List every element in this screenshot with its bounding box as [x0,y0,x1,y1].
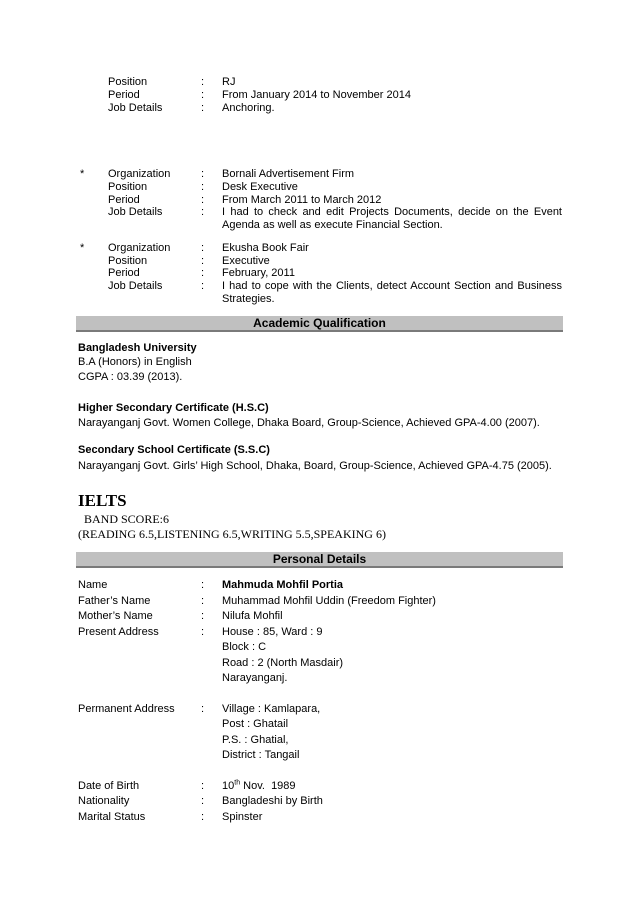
job2-organization-row [0,168,638,181]
field-label: Job Details [108,280,163,292]
colon: : [201,181,205,193]
field-value: Muhammad Mohfil Uddin (Freedom Fighter) [222,595,436,607]
ielts-breakdown: (READING 6.5,LISTENING 6.5,WRITING 5.5,SPEAKING 6) [78,527,386,541]
address-line: Road : 2 (North Masdair) [222,657,344,669]
job3-details-row [0,280,638,293]
field-label: Organization [108,242,171,254]
address-line: P.S. : Ghatial, [222,734,289,746]
field-value: Mahmuda Mohfil Portia [222,579,343,591]
colon: : [201,703,205,715]
colon: : [201,267,205,279]
field-value: Bangladeshi by Birth [222,795,323,807]
permanent-address-line [0,749,638,762]
field-value: RJ [222,76,236,88]
degree: B.A (Honors) in English [78,356,192,368]
field-label: Nationality [78,795,130,807]
cgpa: CGPA : 03.39 (2013). [78,371,183,383]
dob-ordinal: th [234,779,241,787]
colon: : [201,626,205,638]
field-value: Anchoring. [222,102,275,114]
name-row [0,579,638,592]
job2-details-row-2 [0,219,638,232]
field-value: Spinster [222,811,263,823]
colon: : [201,280,205,292]
ielts-band-score: BAND SCORE:6 [84,512,170,526]
colon: : [201,795,205,807]
field-value: Desk Executive [222,181,298,193]
present-address-row [0,626,638,639]
field-label: Permanent Address [78,703,175,715]
field-label: Position [108,255,148,267]
colon: : [201,610,205,622]
field-value: From January 2014 to November 2014 [222,89,411,101]
address-line: Block : C [222,641,267,653]
job3-details-row-2 [0,293,638,306]
address-line: House : 85, Ward : 9 [222,626,323,638]
field-label: Period [108,194,140,206]
ssc-detail: Narayanganj Govt. Girls’ High School, Dhaka, Board, Group-Science, Achieved GPA-4.75 (2005). [78,460,552,472]
colon: : [201,811,205,823]
hsc-detail: Narayanganj Govt. Women College, Dhaka Board, Group-Science, Achieved GPA-4.00 (2007). [78,417,540,429]
field-value: Bornali Advertisement Firm [222,168,355,180]
job-details-line: I had to cope with the Clients, detect Account Section and Business [222,280,562,292]
field-value: Ekusha Book Fair [222,242,309,254]
address-line: Post : Ghatail [222,718,289,730]
field-label: Marital Status [78,811,146,823]
colon: : [201,242,205,254]
ielts-heading: IELTS [78,491,127,510]
job-details-line: I had to check and edit Projects Documents, decide on the Event [222,206,562,218]
job3-period-row [0,267,638,280]
address-line: District : Tangail [222,749,300,761]
colon: : [201,194,205,206]
colon: : [201,76,205,88]
field-value [222,780,296,793]
field-label: Job Details [108,206,163,218]
ssc-title: Secondary School Certificate (S.S.C) [78,444,270,456]
permanent-address-row [0,703,638,716]
field-value: February, 2011 [222,267,295,279]
field-label: Name [78,579,108,591]
field-label: Organization [108,168,171,180]
field-value: Executive [222,255,270,267]
present-address-line [0,641,638,654]
marital-status-row [0,811,638,824]
nationality-row [0,795,638,808]
colon: : [201,579,205,591]
field-label: Father’s Name [78,595,151,607]
address-line: Village : Kamlapara, [222,703,321,715]
father-name-row [0,595,638,608]
field-value: Nilufa Mohfil [222,610,283,622]
date-of-birth-row [0,780,638,793]
present-address-line [0,672,638,685]
colon: : [201,206,205,218]
job2-position-row [0,181,638,194]
colon: : [201,168,205,180]
colon: : [201,255,205,267]
job-details-line: Strategies. [222,293,275,305]
field-label: Job Details [108,102,163,114]
permanent-address-line [0,734,638,747]
colon: : [201,89,205,101]
permanent-address-line [0,718,638,731]
colon: : [201,102,205,114]
job2-details-row [0,206,638,219]
job-details-line: Agenda as well as execute Financial Section. [222,219,443,231]
field-label: Present Address [78,626,159,638]
bullet: * [80,168,85,180]
field-label: Period [108,267,140,279]
job1-period-row [0,89,638,102]
job1-details-row [0,102,638,115]
field-label: Mother’s Name [78,610,153,622]
colon: : [201,595,205,607]
job1-position-row [0,76,638,89]
personal-section-heading: Personal Details [76,552,563,566]
field-label: Position [108,76,148,88]
university-name: Bangladesh University [78,342,197,354]
bullet: * [80,242,85,254]
field-label: Date of Birth [78,780,140,792]
dob-day: 10 [222,780,235,792]
field-value: From March 2011 to March 2012 [222,194,382,206]
hsc-title: Higher Secondary Certificate (H.S.C) [78,402,269,414]
colon: : [201,780,205,792]
mother-name-row [0,610,638,623]
academic-section-heading: Academic Qualification [76,316,563,330]
field-label: Period [108,89,140,101]
field-label: Position [108,181,148,193]
present-address-line [0,657,638,670]
job3-organization-row [0,242,638,255]
dob-rest: Nov. 1989 [240,780,296,792]
address-line: Narayanganj. [222,672,288,684]
